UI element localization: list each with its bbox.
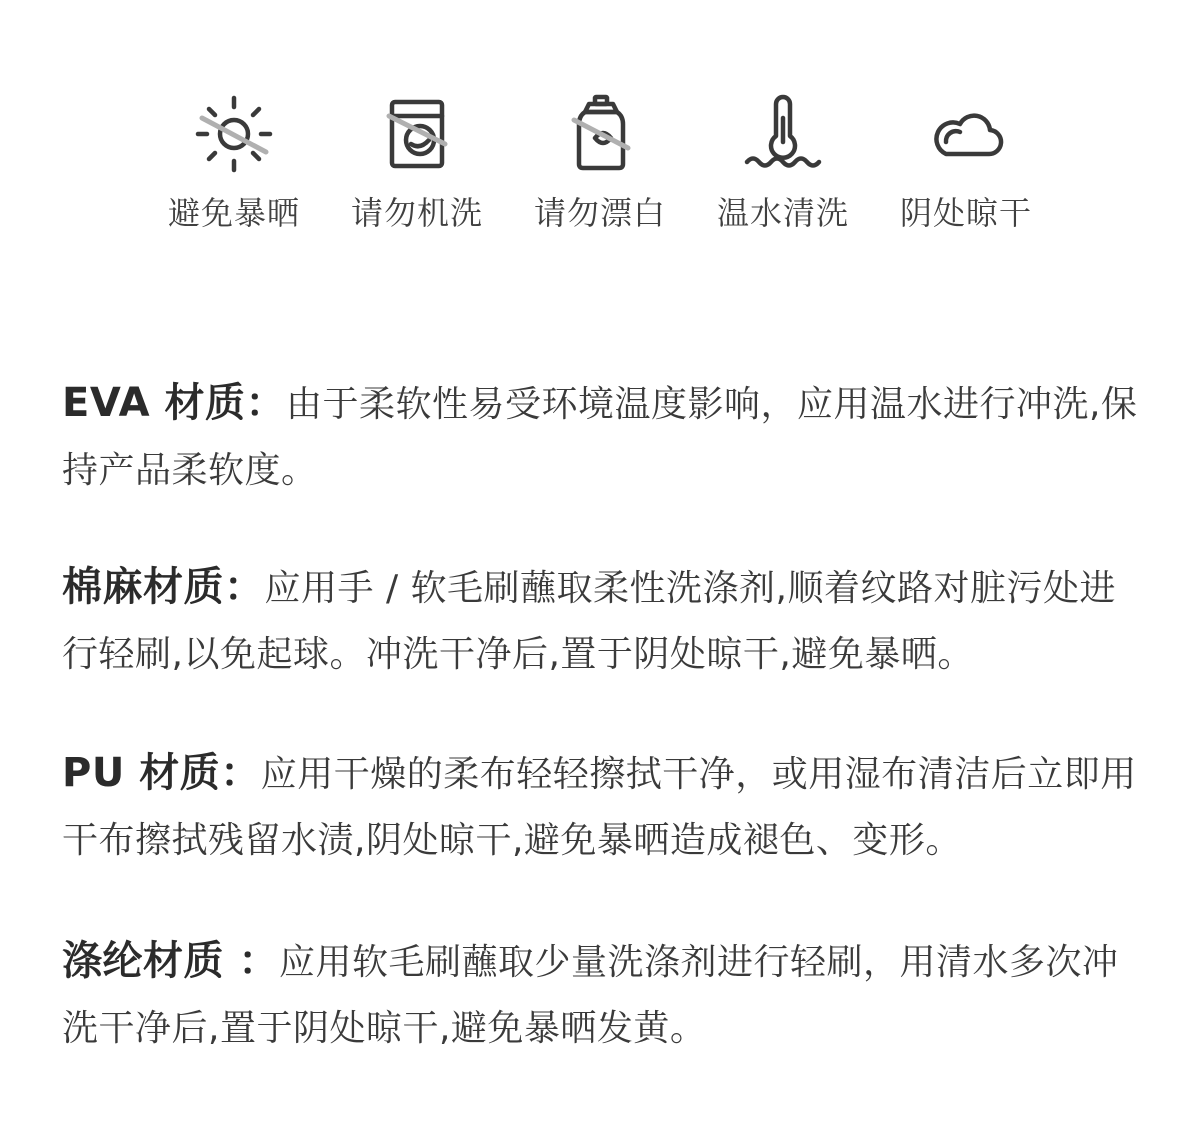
material-eva <box>62 370 1142 504</box>
material-title: PU 材质： <box>62 750 261 796</box>
care-item-warm-water <box>692 92 874 233</box>
material-title: 涤纶材质 ： <box>62 938 279 984</box>
material-text: 应用干燥的柔布轻轻擦拭干净，或用湿布清洁后立即用干布擦拭残留水渍,阴处晾干,避免暴晒造成褪色、变形。 <box>62 754 1137 861</box>
care-label-no-machine-wash: 请勿机洗 <box>350 194 483 232</box>
material-text: 应用软毛刷蘸取少量洗涤剂进行轻刷，用清水多次冲洗干净后,置于阴处晾干,避免暴晒发黄。 <box>62 942 1119 1049</box>
care-icons-row <box>0 92 1200 252</box>
material-cotton-linen <box>62 554 1142 688</box>
care-label-warm-water: 温水清洗 <box>716 194 849 232</box>
shade-dry-icon <box>924 92 1008 176</box>
material-pu <box>62 740 1142 874</box>
care-item-shade-dry <box>875 92 1057 233</box>
warm-water-icon <box>741 92 825 176</box>
material-polyester <box>62 928 1142 1062</box>
material-title: 棉麻材质： <box>62 564 265 610</box>
material-text: 应用手 / 软毛刷蘸取柔性洗涤剂,顺着纹路对脏污处进行轻刷,以免起球。冲洗干净后,置于阴处晾干,避免暴晒。 <box>62 568 1116 675</box>
material-title: EVA 材质： <box>62 380 286 426</box>
care-item-no-sun <box>143 92 325 233</box>
no-machine-wash-icon <box>375 92 459 176</box>
care-label-no-bleach: 请勿漂白 <box>533 194 666 232</box>
care-label-shade-dry: 阴处晾干 <box>899 194 1032 232</box>
care-item-no-machine-wash <box>326 92 508 233</box>
care-label-no-sun: 避免暴晒 <box>167 194 300 232</box>
material-text: 由于柔软性易受环境温度影响，应用温水进行冲洗,保持产品柔软度。 <box>62 384 1138 491</box>
no-sun-icon <box>192 92 276 176</box>
care-item-no-bleach <box>509 92 691 233</box>
no-bleach-icon <box>558 92 642 176</box>
